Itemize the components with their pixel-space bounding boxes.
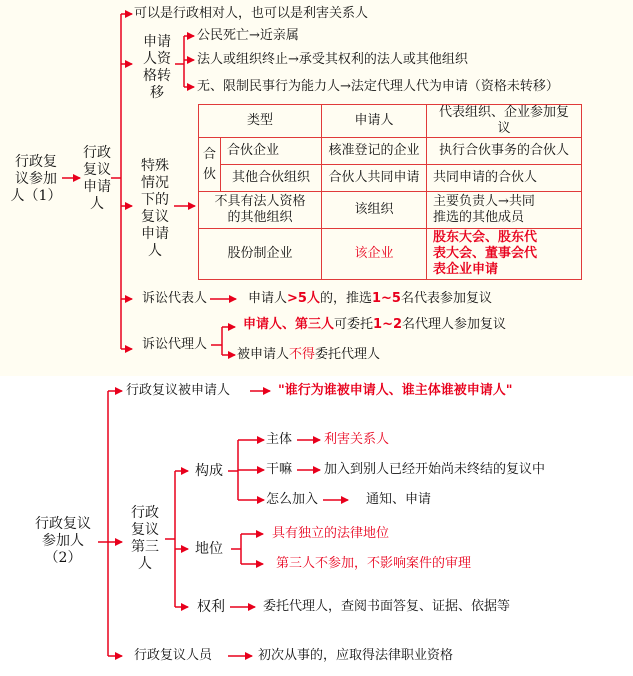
composition-node: 构成 xyxy=(195,463,223,479)
table-row xyxy=(199,138,582,165)
status-item: 具有独立的法律地位 xyxy=(272,526,390,541)
cell-representative: 执行合伙事务的合伙人 xyxy=(427,138,582,165)
cell-representative xyxy=(427,229,582,280)
table-row xyxy=(199,165,582,192)
composition-item-label: 怎么加入 xyxy=(266,492,319,507)
composition-item-value: 加入到别人已经开始尚未终结的复议中 xyxy=(324,462,546,477)
litigation-rep-rule xyxy=(248,291,492,307)
part1-root-node: 行政复议参加人（1） xyxy=(10,154,62,204)
composition-item-label: 干嘛 xyxy=(266,462,293,477)
cell-type: 股份制企业 xyxy=(199,229,322,280)
part2-root-node: 行政复议参加人（2） xyxy=(35,516,91,566)
agent-rule-1 xyxy=(243,317,506,333)
litigation-rep-node: 诉讼代表人 xyxy=(142,291,208,306)
rule-highlight: >5人 xyxy=(287,291,320,306)
cell-representative-text: 股东大会、股东代表大会、董事会代表企业申请 xyxy=(433,230,538,277)
cell-applicant: 核准登记的企业 xyxy=(322,138,427,165)
rule-highlight: 申请人、第三人 xyxy=(243,317,335,332)
special-node: 特殊情况下的复议申请人 xyxy=(141,158,169,259)
transfer-item: 无、限制民事行为能力人→法定代理人代为申请（资格未转移） xyxy=(197,79,559,94)
status-item: 第三人不参加，不影响案件的审理 xyxy=(276,556,472,571)
rule-highlight: 1~2 xyxy=(373,317,403,332)
litigation-agent-node: 诉讼代理人 xyxy=(142,337,208,352)
rule-highlight: 不得 xyxy=(289,347,316,362)
table-header-row xyxy=(199,105,582,138)
header-representative: 代表组织、企业参加复议 xyxy=(427,105,582,138)
transfer-node: 申请人资格转移 xyxy=(143,34,171,101)
table-row xyxy=(199,229,582,280)
transfer-item: 法人或组织终止→承受其权利的法人或其他组织 xyxy=(197,52,468,67)
cell-type-text: 不具有法人资格的其他组织 xyxy=(214,194,306,225)
cell-applicant: 该组织 xyxy=(322,192,427,229)
rule-text: 名代表参加复议 xyxy=(400,291,492,306)
header-applicant: 申请人 xyxy=(322,105,427,138)
rule-text: 委托代理人 xyxy=(315,347,381,362)
cell-type: 合伙企业 xyxy=(221,138,322,165)
status-node: 地位 xyxy=(195,541,223,557)
header-type: 类型 xyxy=(199,105,322,138)
rights-value: 委托代理人，查阅书面答复、证据、依据等 xyxy=(263,599,511,614)
respondent-node: 行政复议被申请人 xyxy=(126,383,231,398)
composition-item-value: 利害关系人 xyxy=(324,432,390,447)
table-row xyxy=(199,192,582,229)
cell-applicant: 该企业 xyxy=(322,229,427,280)
personnel-node: 行政复议人员 xyxy=(134,648,213,663)
rule-text: 名代理人参加复议 xyxy=(402,317,507,332)
can-be-text: 可以是行政相对人，也可以是利害关系人 xyxy=(134,6,369,21)
respondent-rule: "谁行为谁被申请人、谁主体谁被申请人" xyxy=(278,383,513,398)
composition-item-label: 主体 xyxy=(266,432,293,447)
cell-applicant: 合伙人共同申请 xyxy=(322,165,427,192)
cell-type xyxy=(199,192,322,229)
cell-representative: 共同申请的合伙人 xyxy=(427,165,582,192)
applicant-node: 行政复议申请人 xyxy=(83,145,111,212)
personnel-value: 初次从事的，应取得法律职业资格 xyxy=(258,648,454,663)
special-applicant-table xyxy=(198,104,582,280)
rule-text: 被申请人 xyxy=(237,347,290,362)
partnership-label: 合伙 xyxy=(199,138,221,192)
rule-text: 可委托 xyxy=(334,317,374,332)
rights-node: 权利 xyxy=(197,599,225,615)
rule-text: 的，推选 xyxy=(319,291,372,306)
cell-representative-text: 主要负责人→共同推选的其他成员 xyxy=(433,194,535,225)
transfer-item: 公民死亡→近亲属 xyxy=(197,28,299,43)
cell-type: 其他合伙组织 xyxy=(221,165,322,192)
cell-representative xyxy=(427,192,582,229)
rule-text: 申请人 xyxy=(248,291,288,306)
agent-rule-2 xyxy=(237,347,380,363)
rule-highlight: 1~5 xyxy=(371,291,401,306)
third-party-node: 行政复议第三人 xyxy=(131,505,159,572)
composition-item-value: 通知、申请 xyxy=(366,492,432,507)
